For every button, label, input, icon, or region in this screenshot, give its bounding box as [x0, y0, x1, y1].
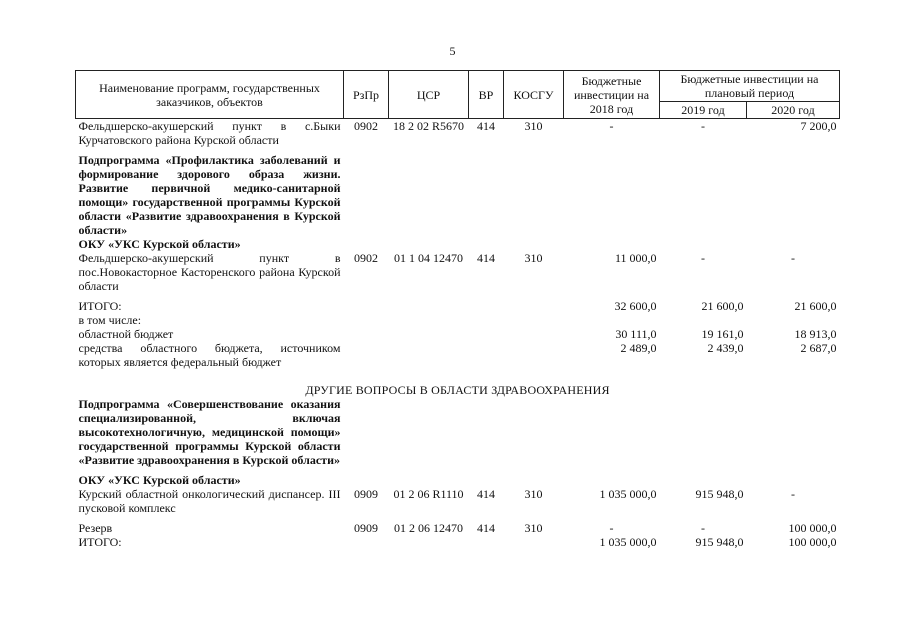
row-name: Резерв [78, 521, 113, 535]
row-value-2020: - [791, 251, 795, 265]
row-rzpr: 0909 [354, 487, 378, 501]
row-csr: 18 2 02 R5670 [392, 119, 464, 133]
row-csr: 01 2 06 12470 [394, 521, 463, 535]
total-value-2018: 32 600,0 [614, 299, 657, 313]
row-value-2019: - [701, 521, 705, 535]
total-value-2020: 21 600,0 [794, 299, 837, 313]
header-rzpr: РзПр [344, 71, 389, 119]
federal-funds-row [76, 341, 840, 369]
section-title-row [76, 383, 840, 397]
table-row [76, 251, 840, 293]
total-label: ИТОГО: [78, 535, 122, 549]
customer-name: ОКУ «УКС Курской области» [78, 237, 241, 251]
table-row [76, 119, 840, 148]
row-kosgu: 310 [524, 521, 543, 535]
row-kosgu: 310 [524, 251, 543, 265]
header-2019: 2019 год [660, 102, 747, 119]
including-row [76, 313, 840, 327]
table-row [76, 521, 840, 535]
row-name: Курский областной онкологический диспансер. III пусковой комплекс [78, 487, 341, 515]
federal-value-2020: 2 687,0 [800, 341, 837, 355]
customer-name: ОКУ «УКС Курской области» [78, 473, 241, 487]
header-planned-period: Бюджетные инвестиции на плановый период [660, 71, 840, 102]
row-csr: 01 1 04 12470 [394, 251, 463, 265]
row-value-2019: - [701, 119, 705, 133]
subprogram-title: Подпрограмма «Совершенствование оказания специализированной, включая высокотехнологичную, медицинской помощи» государственной программы Курской области «Развитие здравоохранения в Курской области» [78, 397, 341, 467]
federal-value-2019: 2 439,0 [707, 341, 744, 355]
total-value-2019: 915 948,0 [695, 535, 744, 549]
row-csr: 01 2 06 R1110 [393, 487, 464, 501]
header-kosgu: КОСГУ [504, 71, 564, 119]
row-kosgu: 310 [524, 487, 543, 501]
row-value-2020: 100 000,0 [788, 521, 837, 535]
row-value-2018: 1 035 000,0 [599, 487, 657, 501]
regional-budget-label: областной бюджет [78, 327, 174, 341]
row-name: Фельдшерско-акушерский пункт в с.Быки Курчатовского района Курской области [78, 119, 341, 147]
regional-value-2020: 18 913,0 [794, 327, 837, 341]
row-name: Фельдшерско-акушерский пункт в пос.Новокасторное Касторенского района Курской области [78, 251, 341, 293]
row-value-2018: 11 000,0 [614, 251, 657, 265]
subprogram-row [76, 397, 840, 467]
row-rzpr: 0909 [354, 521, 378, 535]
regional-budget-row [76, 327, 840, 341]
page-number: 5 [449, 44, 456, 58]
header-vr: ВР [469, 71, 504, 119]
row-value-2019: - [701, 251, 705, 265]
table-row [76, 487, 840, 515]
row-value-2018: - [609, 521, 614, 535]
row-value-2019: 915 948,0 [695, 487, 744, 501]
header-csr: ЦСР [389, 71, 469, 119]
row-value-2020: - [791, 487, 795, 501]
row-vr: 414 [477, 521, 495, 535]
federal-funds-label: средства областного бюджета, источником которых является федеральный бюджет [78, 341, 341, 369]
header-2020: 2020 год [747, 102, 840, 119]
total-row [76, 299, 840, 313]
total-value-2019: 21 600,0 [701, 299, 744, 313]
row-rzpr: 0902 [354, 119, 378, 133]
header-inv-2018: Бюджетные инвестиции на 2018 год [564, 71, 660, 119]
federal-value-2018: 2 489,0 [620, 341, 657, 355]
customer-row [76, 237, 840, 251]
budget-table [75, 70, 840, 549]
subprogram-row [76, 153, 840, 237]
including-label: в том числе: [78, 313, 142, 327]
table-header [76, 71, 840, 119]
row-value-2018: - [609, 119, 614, 133]
row-kosgu: 310 [524, 119, 543, 133]
section-title: ДРУГИЕ ВОПРОСЫ В ОБЛАСТИ ЗДРАВООХРАНЕНИЯ [305, 383, 610, 397]
row-rzpr: 0902 [354, 251, 378, 265]
total-row [76, 535, 840, 549]
row-vr: 414 [477, 487, 495, 501]
regional-value-2018: 30 111,0 [615, 327, 657, 341]
row-value-2020: 7 200,0 [800, 119, 837, 133]
header-name: Наименование программ, государственных заказчиков, объектов [76, 71, 344, 119]
subprogram-title: Подпрограмма «Профилактика заболеваний и формирование здорового образа жизни. Развитие первичной медико-санитарной помощи» государственной программы Курской области «Развитие здравоохранения в Курской области» [78, 153, 341, 237]
regional-value-2019: 19 161,0 [701, 327, 744, 341]
total-value-2020: 100 000,0 [788, 535, 837, 549]
row-vr: 414 [477, 119, 495, 133]
total-value-2018: 1 035 000,0 [599, 535, 657, 549]
customer-row [76, 473, 840, 487]
row-vr: 414 [477, 251, 495, 265]
total-label: ИТОГО: [78, 299, 122, 313]
